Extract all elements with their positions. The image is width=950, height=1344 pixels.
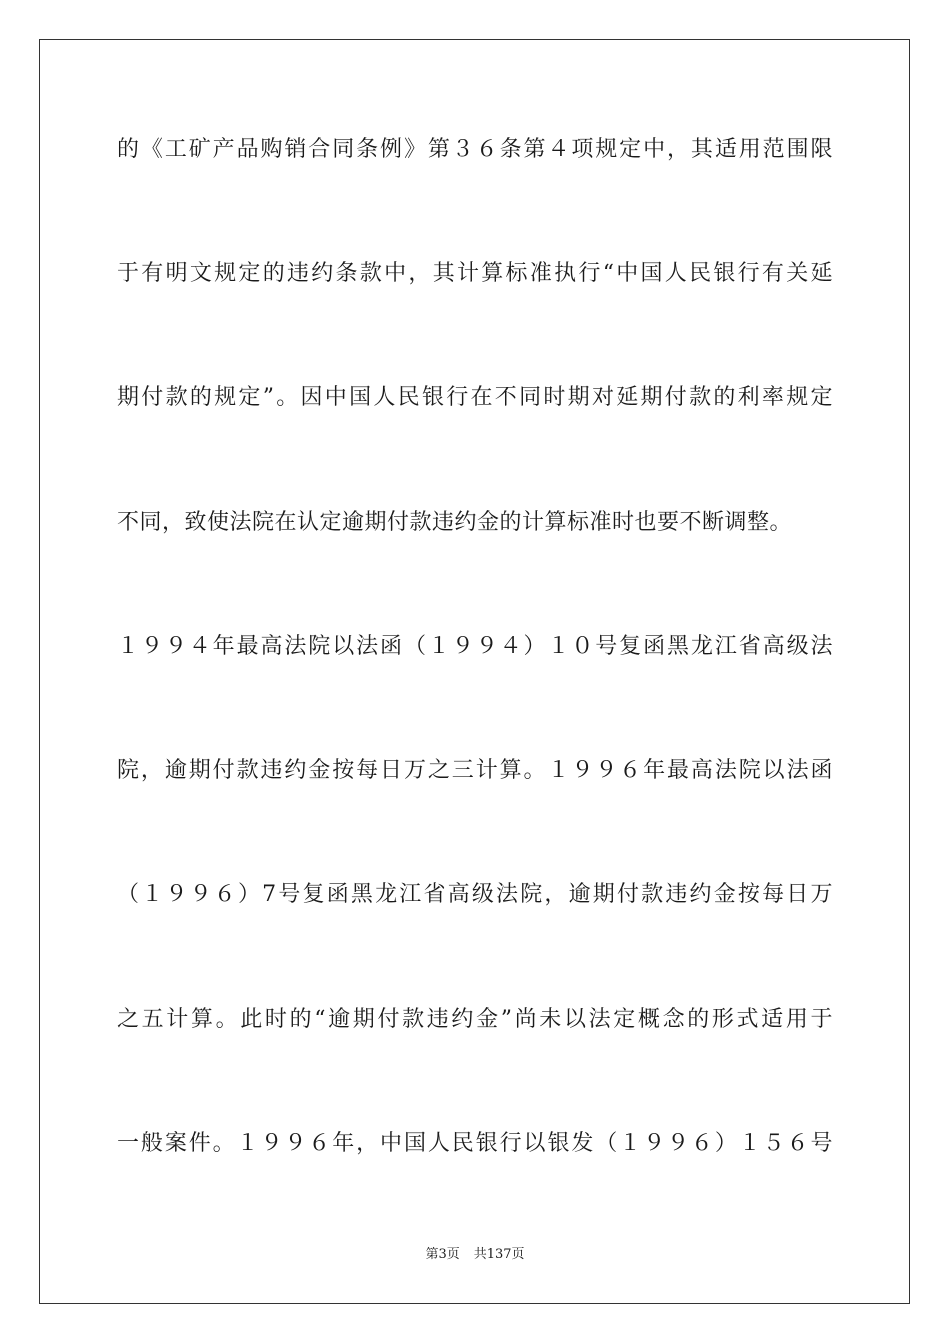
- body-line-1: 的《工矿产品购销合同条例》第３６条第４项规定中，其适用范围限: [117, 137, 833, 162]
- total-pages: 共137页: [473, 1247, 525, 1262]
- body-line-8: 之五计算。此时的“逾期付款违约金”尚未以法定概念的形式适用于: [117, 1007, 833, 1032]
- page-footer: [0, 1246, 950, 1264]
- body-line-7: （１９９６）7号复函黑龙江省高级法院，逾期付款违约金按每日万: [117, 882, 833, 907]
- page-number: 第3页: [425, 1247, 460, 1262]
- body-line-6: 院，逾期付款违约金按每日万之三计算。１９９６年最高法院以法函: [117, 758, 833, 783]
- body-line-4: 不同，致使法院在认定逾期付款违约金的计算标准时也要不断调整。: [117, 510, 793, 535]
- body-line-3: 期付款的规定”。因中国人民银行在不同时期对延期付款的利率规定: [117, 385, 833, 410]
- body-line-9: 一般案件。１９９６年，中国人民银行以银发（１９９６）１５６号: [117, 1131, 833, 1156]
- body-line-2: 于有明文规定的违约条款中，其计算标准执行“中国人民银行有关延: [117, 261, 833, 286]
- page-border: [39, 39, 910, 1304]
- body-line-5: １９９４年最高法院以法函（１９９４）１０号复函黑龙江省高级法: [117, 634, 833, 659]
